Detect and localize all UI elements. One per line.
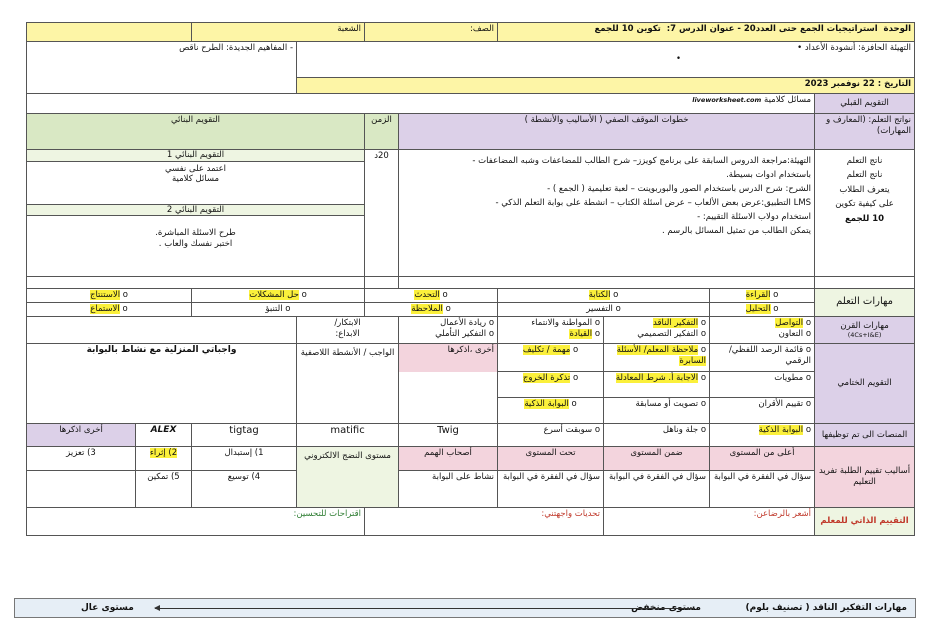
bloom-scale-bar	[14, 598, 916, 618]
final-peer-review: تقييم الأقران	[758, 399, 804, 409]
century-entrepreneurship: ريادة الأعمال	[440, 318, 487, 328]
century-innovation-cell	[297, 317, 399, 344]
date-cell	[297, 78, 915, 94]
skill-listening: الاستماع	[90, 304, 120, 314]
skills-label: مهارات التعلم	[836, 296, 893, 308]
level-cell	[192, 471, 297, 508]
level-empty	[27, 471, 136, 508]
skill-cell: o الاستنتاج	[27, 289, 192, 303]
outcomes-head: نواتج التعلم: (المعارف و المهارات)	[826, 115, 912, 136]
platform-cell	[27, 424, 136, 447]
formative-cell	[27, 150, 365, 277]
platform-cell: o جلة وناهل	[604, 424, 710, 447]
self-eval-label-cell	[815, 508, 915, 536]
header-row	[27, 23, 915, 42]
skill-cell: o حل المشكلات	[192, 289, 365, 303]
steps-head-cell	[399, 114, 815, 150]
platforms-label: المنصات الى تم توظيفها	[821, 429, 908, 440]
formative-one-line: مسائل كلامية	[171, 174, 220, 185]
time-cell	[365, 150, 399, 277]
skill-interpretation: التفسير	[586, 304, 613, 314]
final-task: مهمة / تكليف	[522, 345, 571, 355]
final-cell: o الاجابة أ. شرط المعادلة	[604, 372, 710, 398]
spacer-cell	[399, 277, 815, 289]
diff-head-determination: أصحاب الهمم	[424, 448, 472, 458]
skill-prediction: التنبؤ	[265, 304, 283, 314]
century-cell: o ريادة الأعمال o التفكير التأملي	[399, 317, 498, 344]
diff-cell	[604, 471, 710, 508]
diff-head-above: أعلى من المستوى	[729, 448, 795, 458]
platform-cell	[136, 424, 192, 447]
step-line: باستخدام ادوات بسيطة.	[726, 170, 812, 181]
formative-one-body	[27, 162, 364, 204]
level-cell	[136, 471, 192, 508]
warmup-text: التهيئة الحافزة: أنشودة الأعداد	[804, 43, 912, 53]
formative-one-line: اعتمد على نفسي	[164, 163, 227, 174]
century-creativity: الابداع:	[335, 328, 360, 339]
step-line: استخدام دولاب الاسئلة التقييم: -	[697, 212, 812, 223]
final-label-cell	[815, 344, 915, 424]
century-innovation: الابتكار/	[334, 318, 361, 328]
self-eval-challenges: تحديات واجهتني:	[541, 509, 601, 519]
final-foldables: مطويات	[774, 373, 804, 383]
century-leadership: القيادة	[569, 328, 593, 339]
formative-head-cell	[27, 114, 365, 150]
unit-label: الوحدة	[883, 24, 912, 34]
diff-cell	[710, 471, 815, 508]
final-cell: o تصويت أو مسابقة	[604, 398, 710, 424]
century-critical-thinking: التفكير الناقد	[653, 318, 699, 328]
diff-head-cell	[498, 447, 604, 471]
skill-cell: o التفسير	[498, 303, 710, 317]
skill-observation: الملاحظة	[411, 304, 443, 314]
section-cell	[192, 23, 365, 42]
outcome-line: ناتج التعلم	[846, 156, 883, 166]
final-other-cell	[399, 344, 498, 372]
diff-within-text: سؤال في الفقرة في البوابة	[609, 472, 707, 482]
steps-head: خطوات الموقف الصفي ( الأساليب والأنشطة )	[524, 115, 689, 125]
homework-label-cell	[297, 344, 399, 424]
formative-two-line: اختبر نفسك والعاب .	[158, 238, 233, 249]
level-cell	[136, 447, 192, 471]
columns-head-row	[27, 114, 915, 150]
skills-row-1	[27, 289, 915, 303]
grade-cell	[365, 23, 498, 42]
time-value: 20د	[374, 151, 389, 161]
century-design-thinking: التفكير التصميمي	[637, 328, 699, 339]
bloom-title: (تصنيف بلوم ) مهارات التفكير الناقد	[745, 603, 907, 613]
section-label: الشعبة	[337, 24, 362, 34]
outcome-line: يتعرف الطلاب	[839, 184, 890, 195]
diff-head-below: تحت المستوى	[525, 448, 576, 458]
time-head-cell	[365, 114, 399, 150]
final-cell: o قائمة الرصد اللفظي/الرقمي	[710, 344, 815, 372]
platform-cell	[297, 424, 399, 447]
header-empty	[27, 23, 192, 42]
skill-cell: o التحليل	[710, 303, 815, 317]
century-communication: التواصل	[775, 318, 804, 328]
final-smart-portal: البوابة الذكية	[524, 399, 569, 409]
prior-eval-row	[27, 94, 915, 114]
final-cell: o مطويات	[710, 372, 815, 398]
final-cell: o البوابة الذكية	[498, 398, 604, 424]
diff-head-cell	[297, 447, 399, 508]
diff-label: أساليب تقييم الطلبة تفريد التعليم	[818, 466, 911, 487]
formative-two-body	[27, 216, 364, 249]
spacer-cell	[365, 277, 399, 289]
skills-label-cell	[815, 289, 915, 317]
century-sub: (4Cs+I&E)	[847, 331, 882, 340]
platform-cell: o سوبقت أسرع	[498, 424, 604, 447]
lesson-body-row	[27, 150, 915, 277]
skill-writing: الكتابة	[588, 290, 611, 300]
skill-analysis: التحليل	[745, 304, 771, 314]
self-eval-satisfaction-cell	[604, 508, 815, 536]
skill-cell: o الملاحظة	[365, 303, 498, 317]
diff-below-text: سؤال في الفقرة في البوابة	[503, 472, 601, 482]
date-text: التاريخ : 22 نوفمبر 2023	[804, 79, 912, 89]
final-cell: o تقييم الأقران	[710, 398, 815, 424]
outcomes-head-cell	[815, 114, 915, 150]
level-cell	[192, 447, 297, 471]
diff-head-cell	[399, 447, 498, 471]
skills-row-2	[27, 303, 915, 317]
formative-two-title: التقويم البنائي 2	[27, 204, 364, 217]
time-head: الزمن	[371, 115, 392, 125]
formative-two-line: طرح الاسئلة المباشرة.	[155, 228, 236, 239]
level-cell	[27, 447, 136, 471]
skill-speaking: التحدث	[414, 290, 440, 300]
final-checklist: قائمة الرصد اللفظي/الرقمي	[728, 345, 812, 366]
skill-cell: o التنبؤ	[192, 303, 365, 317]
level-enrich: 2) إثراء	[149, 448, 178, 458]
homework-cell	[27, 344, 297, 424]
unit-title: استراتيجيات الجمع حتى العدد20 - عنوان الدرس 7:	[666, 24, 878, 34]
skill-cell: o القراءة	[710, 289, 815, 303]
century-label-cell	[815, 317, 915, 344]
skill-reading: القراءة	[745, 290, 771, 300]
lesson-plan-table	[26, 22, 915, 536]
spacer-cell	[27, 277, 365, 289]
platform-twig: Twig	[437, 425, 459, 436]
level-expand: 4) توسيع	[227, 472, 261, 482]
warmup-cell: التهيئة الحافزة: أنشودة الأعداد • •	[297, 42, 915, 78]
century-cell: o المواطنة والانتماء o القيادة	[498, 317, 604, 344]
concepts-text: - المفاهيم الجديدة: الطرح ناقص	[179, 43, 294, 53]
self-eval-suggestions-cell	[27, 508, 365, 536]
self-eval-challenges-cell	[365, 508, 604, 536]
diff-label-cell	[815, 447, 915, 508]
skill-cell: o الكتابة	[498, 289, 710, 303]
final-row-1	[27, 344, 915, 372]
outcomes-cell	[815, 150, 915, 277]
grade-label: الصف:	[470, 24, 495, 34]
prior-eval-cell	[27, 94, 815, 114]
diff-body-row	[27, 471, 915, 508]
skill-cell: o التحدث	[365, 289, 498, 303]
platforms-row	[27, 424, 915, 447]
bloom-arrow-icon	[155, 608, 695, 609]
homework-text: واجباتي المنزلية مع نشاط بالبوابة	[86, 345, 237, 355]
platform-speed: سوبقت أسرع	[543, 425, 593, 435]
century-row	[27, 317, 915, 344]
diff-head-digital-maturity: مستوى النضج الالكتروني	[304, 451, 391, 461]
lesson-title: تكوين 10 للجمع	[594, 24, 661, 34]
step-line: LMS التطبيق:عرض بعض الألعاب – عرض اسئلة الكتاب – انشطة على بوابة التعلم الذكي -	[495, 198, 812, 209]
formative-head: التقويم البنائي	[170, 115, 221, 125]
final-other: أخرى ،اذكرها	[447, 345, 495, 355]
platforms-label-cell	[815, 424, 915, 447]
bloom-low: مستوى منخفض	[631, 603, 701, 613]
diff-determination-text: نشاط على البوابة	[432, 472, 495, 482]
final-vote: تصويت أو مسابقة	[635, 399, 699, 409]
outcome-line: 10 للجمع	[844, 213, 885, 224]
century-reflective-thinking: التفكير التأملي	[435, 328, 487, 339]
self-eval-suggestions: اقتراحات للتحسين:	[293, 509, 362, 519]
century-citizenship: المواطنة والانتماء	[531, 318, 593, 328]
prior-eval-label-cell	[815, 94, 915, 114]
skill-problem-solving: حل المشكلات	[249, 290, 299, 300]
spacer-row	[27, 277, 915, 289]
final-cell: o مهمة / تكليف	[498, 344, 604, 372]
prior-eval-text: مسائل كلامية	[764, 95, 812, 105]
century-label: مهارات القرن	[840, 320, 889, 331]
steps-cell	[399, 150, 815, 277]
final-exit-ticket: تذكرة الخروج	[522, 373, 571, 383]
level-reinforce: 3) تعزيز	[66, 448, 96, 458]
level-replace: 1) إستبدال	[224, 448, 264, 458]
platform-alex: ALEX	[150, 425, 177, 435]
level-empower: 5) تمكين	[147, 472, 180, 482]
unit-title-cell	[498, 23, 915, 42]
skill-cell: o الاستماع	[27, 303, 192, 317]
final-cell: o تذكرة الخروج	[498, 372, 604, 398]
spacer-cell	[815, 277, 915, 289]
bloom-high: مستوى عال	[81, 603, 134, 613]
platform-tigtag: tigtag	[229, 425, 259, 436]
self-eval-satisfaction: أشعر بالرضاعن:	[753, 509, 812, 519]
prior-eval-label: التقويم القبلي	[840, 98, 889, 109]
diff-head-row	[27, 447, 915, 471]
self-eval-row	[27, 508, 915, 536]
diff-cell	[498, 471, 604, 508]
self-eval-label: التقييم الذاتي للمعلم	[820, 516, 909, 527]
warmup-row	[27, 42, 915, 78]
outcome-line: ناتج التعلم	[846, 170, 883, 181]
century-empty	[27, 317, 297, 344]
century-collaboration: التعاون	[778, 328, 804, 339]
skill-deduction: الاستنتاج	[89, 290, 121, 300]
formative-one-title: التقويم البنائي 1	[27, 150, 364, 162]
diff-cell	[399, 471, 498, 508]
platform-cell: o البوابة الذكية	[710, 424, 815, 447]
diff-head-cell	[604, 447, 710, 471]
diff-above-text: سؤال في الفقرة في البوابة	[714, 472, 812, 482]
final-label: التقويم الختامي	[837, 378, 892, 389]
final-cell: o ملاحظة المعلم/ الأسئلة السابرة	[604, 344, 710, 372]
diff-head-within: ضمن المستوى	[630, 448, 683, 458]
final-answer-condition: الاجابة أ. شرط المعادلة	[615, 373, 699, 383]
platform-jalla: جلة وناهل	[662, 425, 699, 435]
platform-cell	[192, 424, 297, 447]
platform-smart-portal: البوابة الذكية	[758, 425, 804, 435]
platform-cell	[399, 424, 498, 447]
homework-label: الواجب / الأنشطة اللاصفية	[300, 348, 395, 358]
worksheet-site: liveworksheet.com	[692, 96, 762, 104]
final-teacher-observation: ملاحظة المعلم/ الأسئلة السابرة	[616, 345, 707, 366]
step-line: يتمكن الطالب من تمثيل المسائل بالرسم .	[661, 226, 812, 237]
final-other-empty	[399, 372, 498, 398]
century-cell: o التواصل o التعاون	[710, 317, 815, 344]
diff-head-cell	[710, 447, 815, 471]
concepts-cell	[27, 42, 297, 94]
step-line: التهيئة:مراجعة الدروس السابقة على برنامج كويزز– شرح الطالب للمضاعفات وشبه المضاعفات -	[472, 156, 812, 166]
final-other-empty	[399, 398, 498, 424]
platform-other: أخرى اذكرها	[59, 425, 103, 435]
platform-matific: matific	[330, 425, 365, 436]
outcome-line: على كيفية تكوين	[835, 199, 894, 210]
step-line: الشرح: شرح الدرس باستخدام الصور والبوربوينت – لعبة تعليمية ( الجمع ) -	[547, 184, 812, 195]
century-cell: o التفكير الناقد o التفكير التصميمي	[604, 317, 710, 344]
